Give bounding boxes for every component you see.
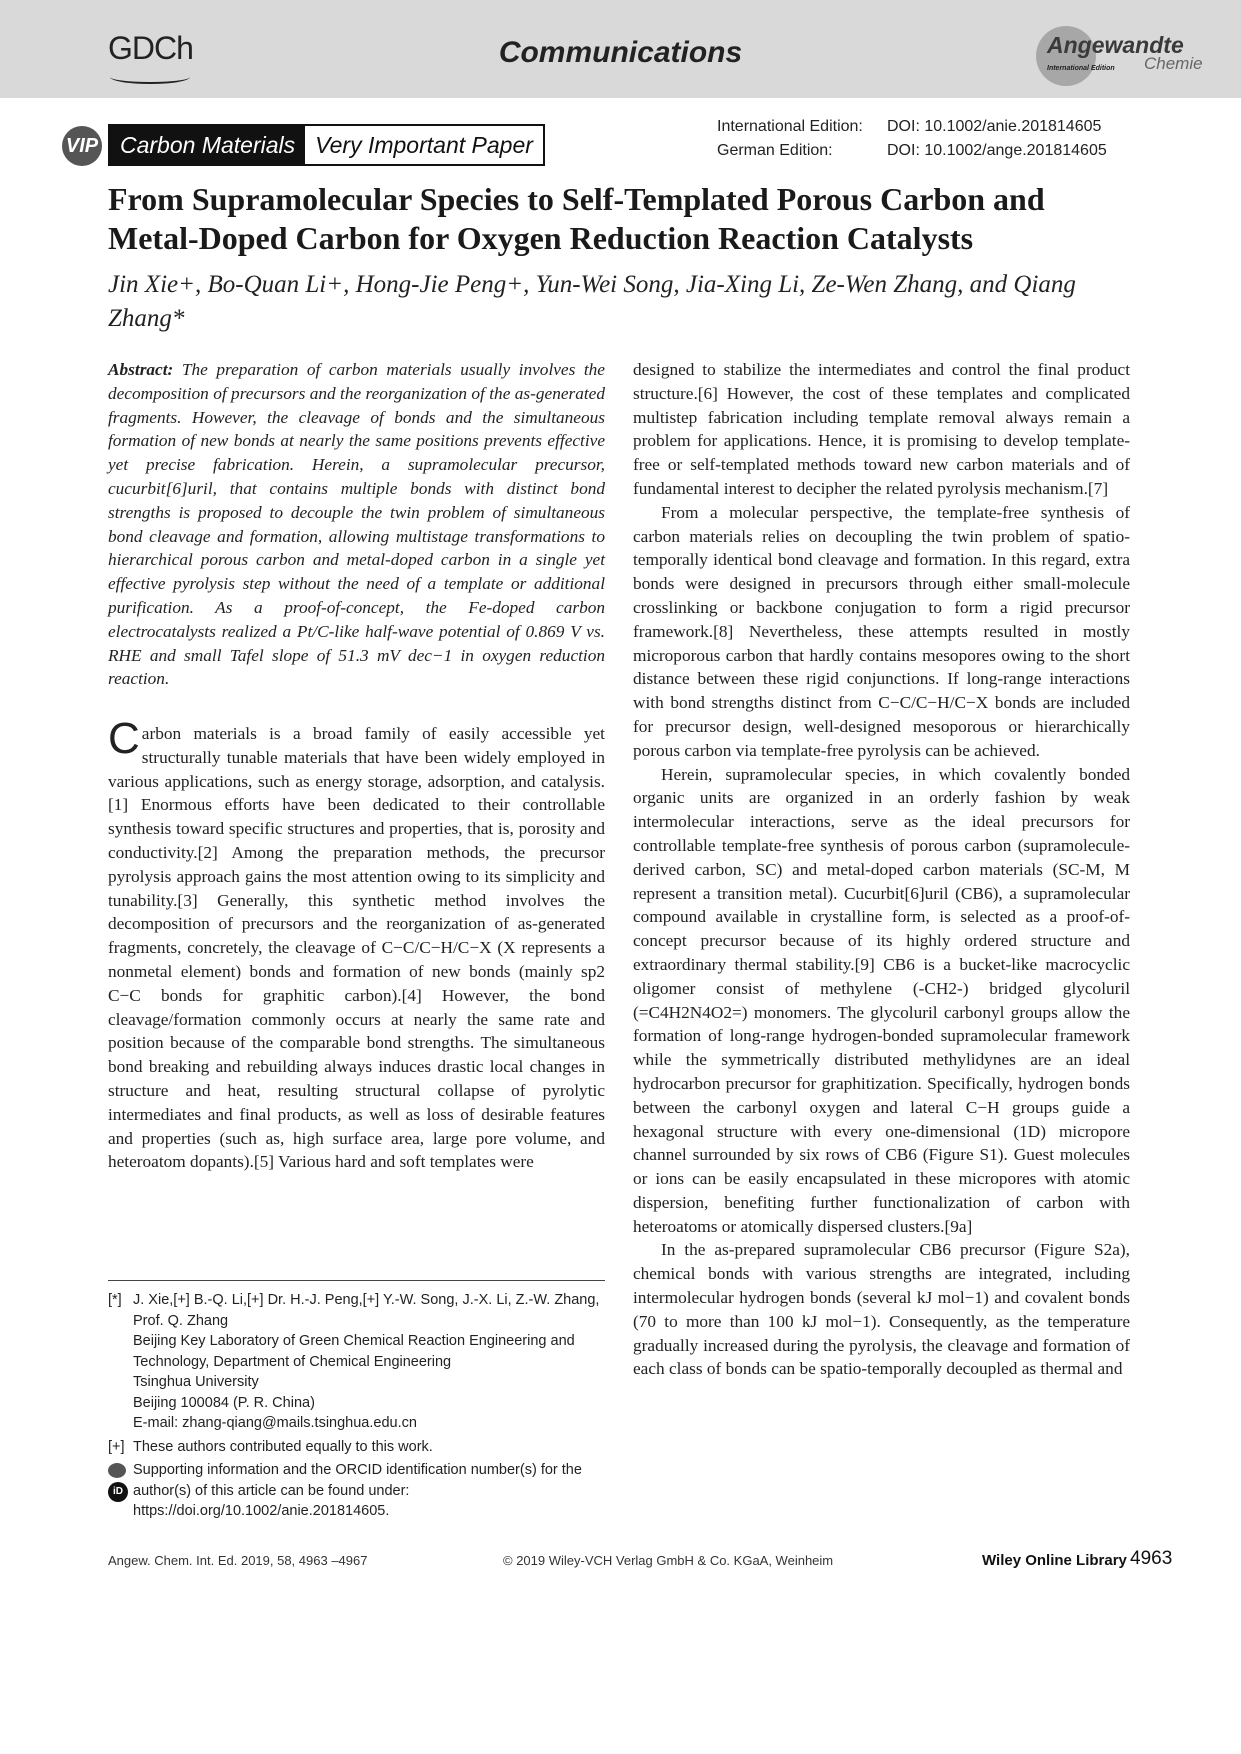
footer-copyright: © 2019 Wiley-VCH Verlag GmbH & Co. KGaA, Weinheim: [503, 1553, 834, 1568]
body-column-left: [108, 714, 605, 1174]
footnote-equal-text: These authors contributed equally to this work.: [133, 1438, 433, 1455]
footnotes: [108, 1290, 605, 1522]
footnote-email[interactable]: E-mail: zhang-qiang@mails.tsinghua.edu.cn: [133, 1415, 417, 1431]
article-title: From Supramolecular Species to Self-Templated Porous Carbon and Metal-Doped Carbon for Oxygen Reduction Reaction Catalysts: [108, 181, 1045, 256]
footnote-university: Tsinghua University: [133, 1374, 259, 1390]
importance-label: Very Important Paper: [305, 126, 543, 164]
gdch-logo-arc: [110, 70, 190, 84]
doi-german-label: German Edition:: [717, 142, 833, 159]
footnote-equal-contribution: [108, 1437, 605, 1458]
supporting-info-icon: [108, 1463, 126, 1478]
abstract-label: Abstract:: [108, 360, 174, 379]
body-paragraph-3: Herein, supramolecular species, in which covalently bonded organic units are organized in an orderly fashion by weak intermolecular interactions, serve as the ideal precursors for controllable template-free synthesis of porous carbon (supramolecule-derived carbon, SC) and metal-doped carbon materials (SC-M, M represent a transition metal). Cucurbit[6]uril (CB6), a supramolecular compound available in crystalline form, is selected as a proof-of-concept precursor because of its highly ordered structure and extraordinary thermal stability.[9] CB6 is a bucket-like macrocyclic oligomer consist of methylene (-CH2-) bridged glycoluril (=C4H2N4O2=) monomers. The glycoluril carbonyl groups allow the formation of long-range hydrogen-bonded supramolecular framework while the symmetrically distributed methylidynes are an ideal hydrocarbon precursor for graphitization. Specifically, hydrogen bonds between the carbonyl oxygen and lateral C−H groups guide a hexagonal structure with every one-dimensional (1D) micropore channel surrounded by six rows of CB6 (Figure S1). Guest molecules or ions can be easily encapsulated in these micropores with atomic dispersion, benefiting further functionalization of carbon with heteroatoms or atomically dispersed clusters.[9a]: [633, 764, 1130, 1236]
body-paragraph-2: From a molecular perspective, the template-free synthesis of carbon materials relies on decoupling the twin problem of spatio-temporally identical bond cleavage and formation. In this regard, extra bonds were designed in precursors through either small-molecule crosslinking or backbone conjugation to form a rigid precursor framework.[8] Nevertheless, these attempts resulted in mostly microporous carbon that hardly contains mesopores owing to the short distance between these rigid conjunctions. If long-range interactions with bond strengths distinct from C−C/C−H/C−X bonds are included for precursor design, well-designed mesoporous or hierarchically porous carbon via template-free pyrolysis can be achieved.: [633, 502, 1130, 760]
category-box: [108, 124, 545, 166]
page-number: 4963: [1130, 1548, 1173, 1569]
gdch-logo: GDCh: [108, 30, 193, 66]
footer-citation: Angew. Chem. Int. Ed. 2019, 58, 4963 –4967: [108, 1553, 368, 1568]
doi-german-value[interactable]: DOI: 10.1002/ange.201814605: [887, 142, 1107, 159]
footnote-correspondence: [108, 1290, 605, 1434]
author-list: Jin Xie+, Bo-Quan Li+, Hong-Jie Peng+, Yun-Wei Song, Jia-Xing Li, Ze-Wen Zhang, and Qiang Zhang*: [108, 271, 1076, 332]
footer-wiley-library: Wiley Online Library: [982, 1552, 1127, 1569]
body-column-right: [633, 358, 1130, 1381]
body-paragraph-1: designed to stabilize the intermediates and control the final product structure.[6] However, the cost of these templates and complicated multistep fabrication including template removal always remain a problem for applications. Hence, it is promising to develop template-free or self-templated methods toward new carbon materials and of fundamental interest to decipher the related pyrolysis mechanism.[7]: [633, 360, 1130, 498]
vip-badge-icon: VIP: [62, 126, 102, 166]
section-title: Communications: [498, 36, 743, 69]
angewandte-logo-chemie: Chemie: [1144, 54, 1203, 73]
body-paragraph-4: In the as-prepared supramolecular CB6 precursor (Figure S2a), chemical bonds with various strengths are integrated, including intermolecular hydrogen bonds (several kJ mol−1) and covalent bonds (70 to more than 100 kJ mol−1). Consequently, as the temperature gradually increased during the pyrolysis, the cleavage and formation of each class of bonds can be spatio-temporally decoupled as thermal and: [633, 1240, 1130, 1379]
doi-international-value[interactable]: DOI: 10.1002/anie.201814605: [887, 118, 1102, 135]
abstract: [108, 358, 605, 691]
doi-international-label: International Edition:: [717, 118, 863, 135]
footnote-divider: [108, 1280, 605, 1281]
doi-international: [717, 118, 1101, 136]
supporting-info-text[interactable]: Supporting information and the ORCID identification number(s) for the author(s) of this article can be found under: https://doi.org/10.1002/anie.201814605.: [133, 1462, 582, 1519]
footnote-address: Beijing 100084 (P. R. China): [133, 1394, 315, 1411]
angewandte-logo-edition: International Edition: [1047, 65, 1115, 72]
footnote-supporting-info: [108, 1460, 605, 1522]
footnote-mark: [+]: [108, 1438, 125, 1455]
body-left-text: arbon materials is a broad family of easily accessible yet structurally tunable materials that have been widely employed in various applications, such as energy storage, adsorption, and catalysis.[1] Enormous efforts have been dedicated to their controllable synthesis toward specific structures and properties, that is, porosity and conductivity.[2] Among the preparation methods, the precursor pyrolysis approach gains the most attention owing to its simplicity and tunability.[3] Generally, this synthetic method involves the decomposition of precursors and the reorganization of as-generated fragments, concretely, the cleavage of C−C/C−H/C−X (X represents a nonmetal element) bonds and formation of new bonds (mainly sp2 C−C bonds for graphitic carbon).[4] However, the bond cleavage/formation commonly occurs at nearly the same rate and position because of the comparable bond strengths. The simultaneous bond breaking and rebuilding always induces drastic local changes in structure and heat, resulting structural collapse of pyrolytic intermediates and final products, as well as loss of desirable features and properties (such as, high surface area, large pore volume, and heteroatom dopants).[5] Various hard and soft templates were: [108, 724, 605, 1172]
abstract-text: The preparation of carbon materials usually involves the decomposition of precursors and the reorganization of the as-generated fragments. However, the cleavage of bonds and the simultaneous formation of new bonds at nearly the same positions prevents effective yet precise fabrication. Herein, a supramolecular precursor, cucurbit[6]uril, that contains multiple bonds with distinct bond strengths is proposed to decouple the twin problem of simultaneous bond cleavage and formation, allowing multistage transformations to hierarchical porous carbon and metal-doped carbon in a single yet effective pyrolysis step without the need of a template or additional purification. As a proof-of-concept, the Fe-doped carbon electrocatalysts realized a Pt/C-like half-wave potential of 0.869 V vs. RHE and small Tafel slope of 51.3 mV dec−1 in oxygen reduction reaction.: [108, 360, 605, 689]
orcid-icon: iD: [108, 1482, 128, 1502]
category-label: Carbon Materials: [110, 126, 305, 164]
footnote-mark: [*]: [108, 1292, 122, 1308]
dropcap-letter: C: [108, 714, 140, 763]
journal-header: [0, 0, 1241, 98]
footnote-affiliation: Beijing Key Laboratory of Green Chemical Reaction Engineering and Technology, Department of Chemical Engineering: [133, 1333, 575, 1370]
angewandte-logo: Angewandte: [1047, 32, 1184, 58]
doi-german: [717, 142, 1107, 160]
footnote-author-names: J. Xie,[+] B.-Q. Li,[+] Dr. H.-J. Peng,[+] Y.-W. Song, J.-X. Li, Z.-W. Zhang, Prof. Q. Zhang: [133, 1292, 600, 1329]
